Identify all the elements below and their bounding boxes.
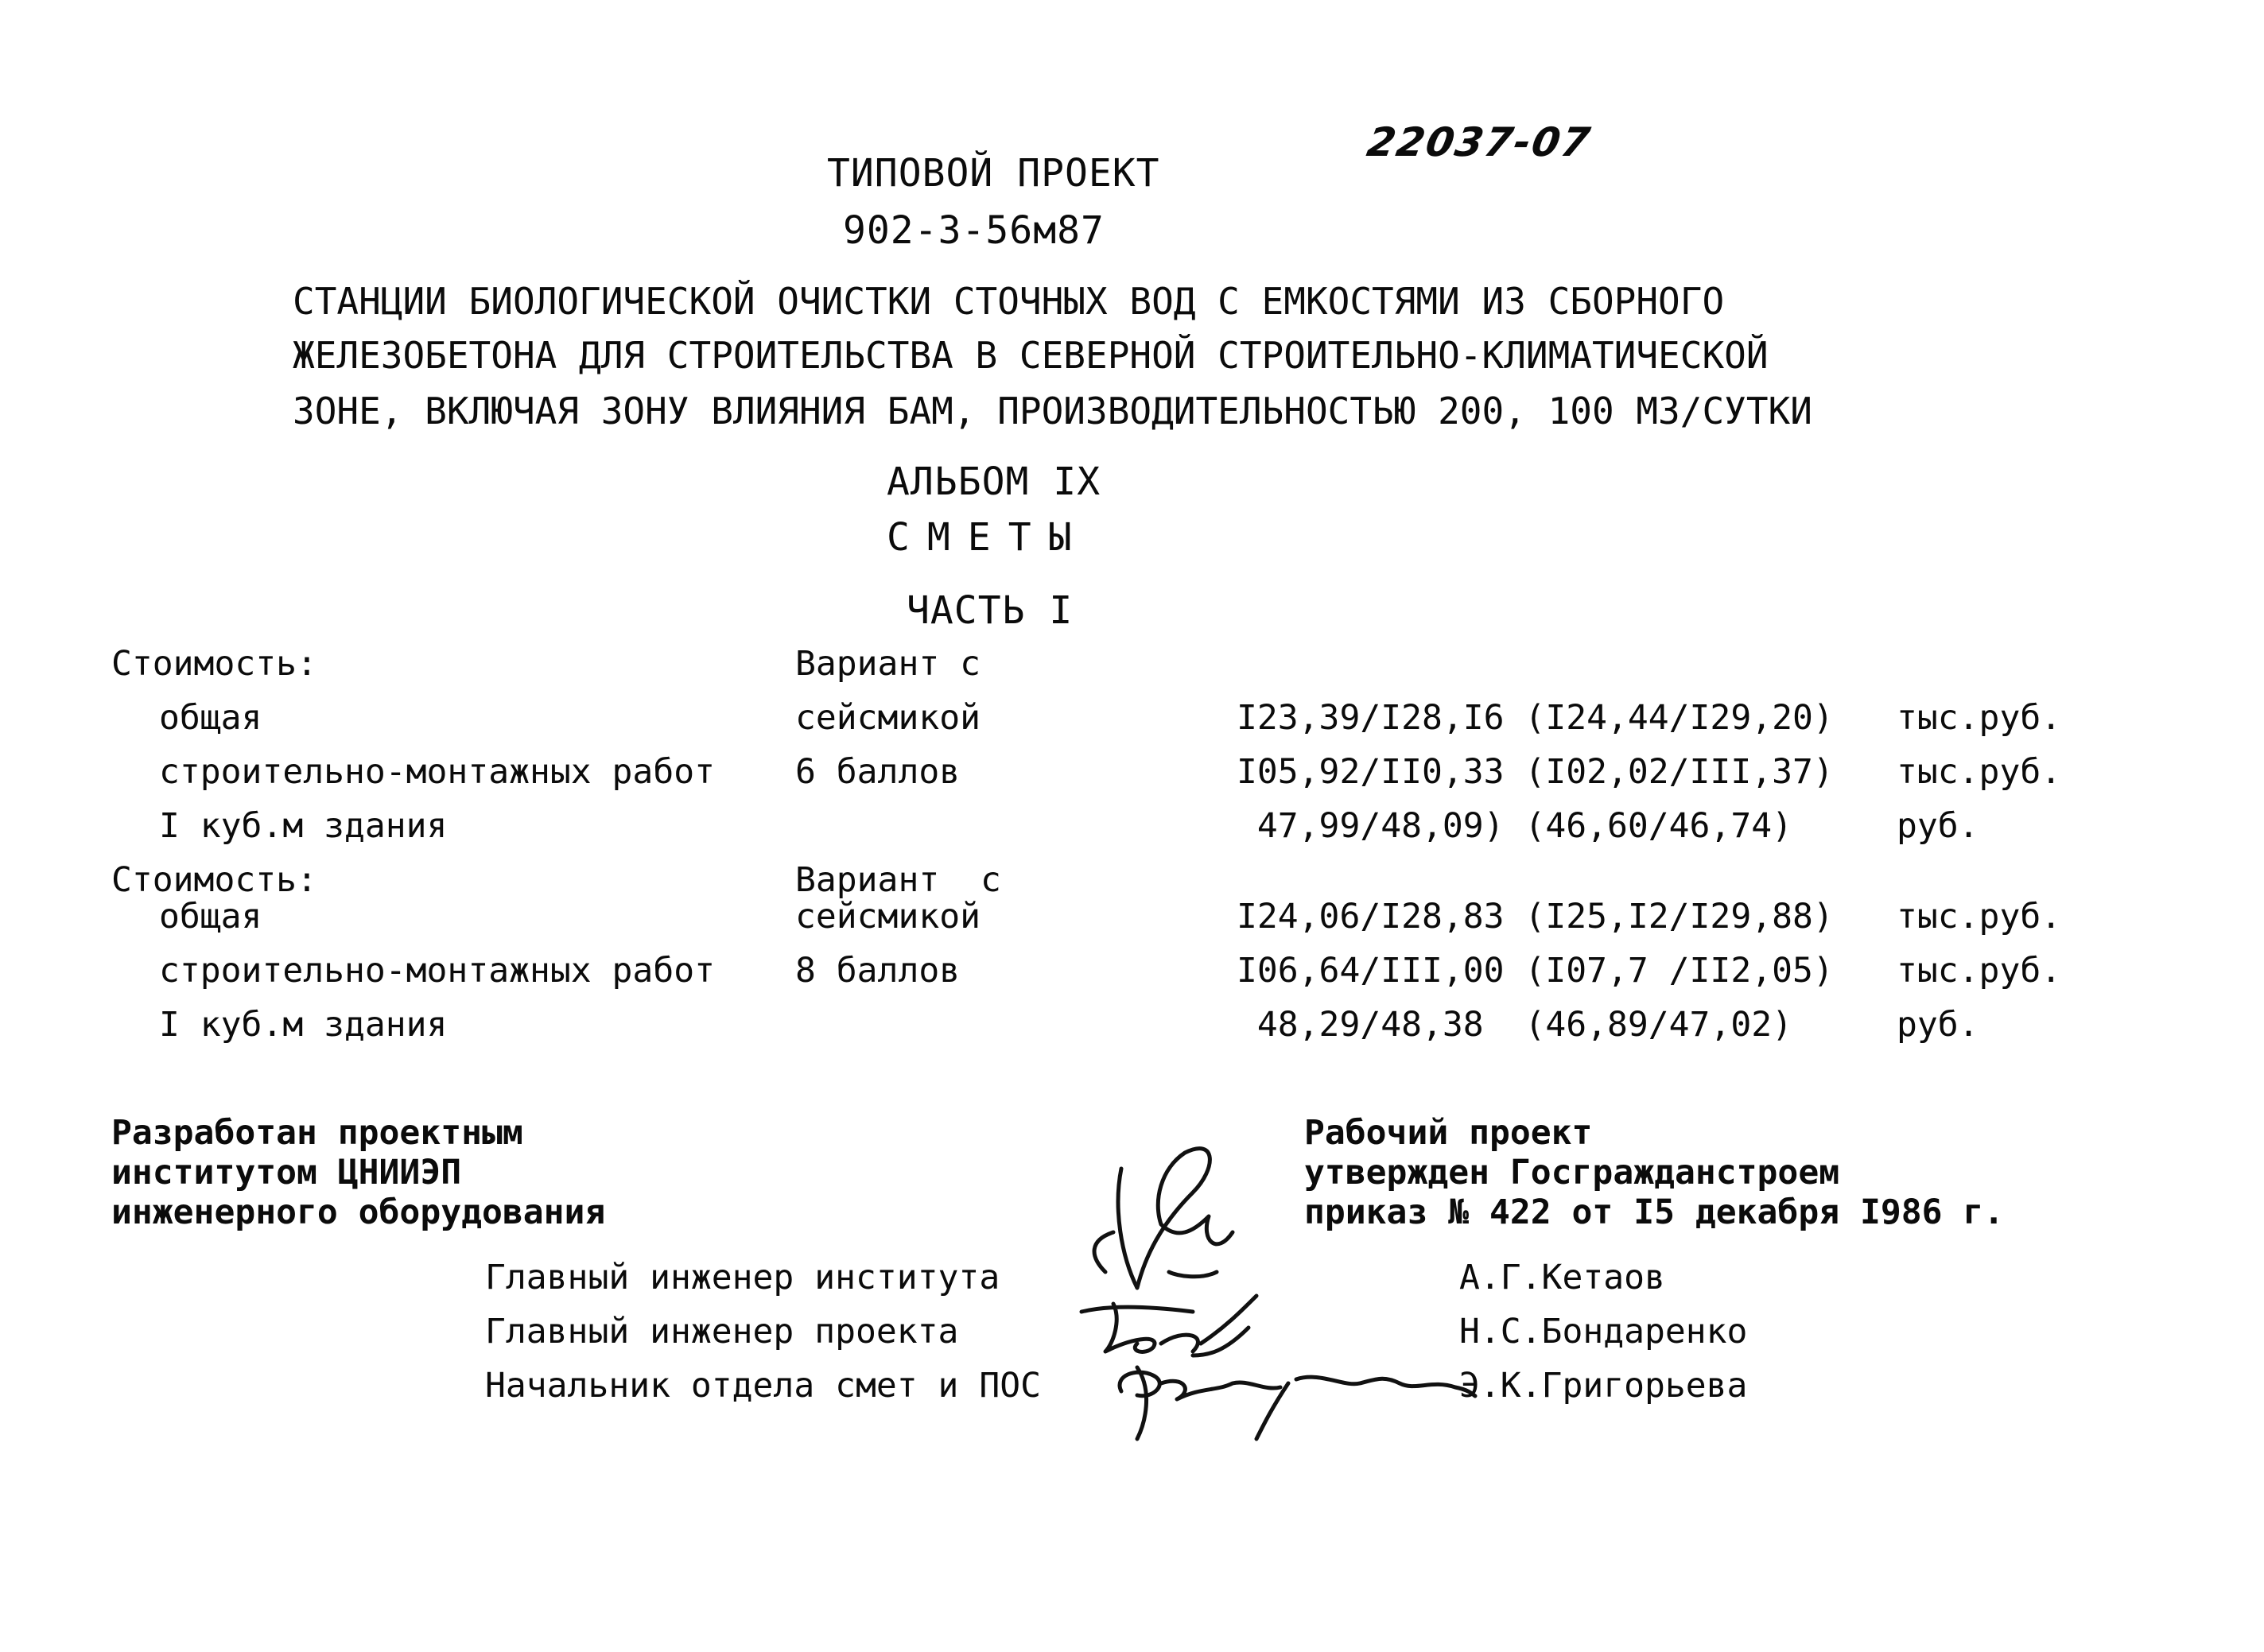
cost-heading-2: Стоимость: xyxy=(111,860,317,900)
cost-row-values: I23,39/I28,I6 (I24,44/I29,20) xyxy=(1237,698,1834,738)
developer-line: инженерного оборудования xyxy=(111,1192,606,1232)
cost-row-label: I куб.м здания xyxy=(159,1005,448,1045)
developer-line: Разработан проектным xyxy=(111,1113,523,1153)
variant-line: Вариант с xyxy=(795,860,1001,900)
description-line-2: ЖЕЛЕЗОБЕТОНА ДЛЯ СТРОИТЕЛЬСТВА В СЕВЕРНОЙ СТРОИТЕЛЬНО-КЛИМАТИЧЕСКОЙ xyxy=(293,334,1769,377)
signatory-name: Э.К.Григорьева xyxy=(1459,1366,1748,1406)
signatory-position: Главный инженер проекта xyxy=(485,1312,959,1351)
cost-row-unit: руб. xyxy=(1897,806,1979,846)
cost-row-unit: руб. xyxy=(1897,1005,1979,1045)
developer-line: институтом ЦНИИЭП xyxy=(111,1153,462,1192)
variant-line: 8 баллов xyxy=(795,951,961,991)
signatory-position: Главный инженер института xyxy=(485,1258,1000,1297)
cost-row-values: I06,64/III,00 (I07,7 /II2,05) xyxy=(1237,951,1834,991)
cost-row-label: строительно-монтажных работ xyxy=(159,752,715,792)
cost-row-values: 47,99/48,09) (46,60/46,74) xyxy=(1237,806,1813,846)
album-part: ЧАСТЬ I xyxy=(907,588,1074,633)
variant-line: 6 баллов xyxy=(795,752,961,792)
description-line-3: ЗОНЕ, ВКЛЮЧАЯ ЗОНУ ВЛИЯНИЯ БАМ, ПРОИЗВОДИТЕЛЬНОСТЬЮ 200, 100 М3/СУТКИ xyxy=(293,390,1812,432)
cost-row-values: I05,92/II0,33 (I02,02/III,37) xyxy=(1237,752,1834,792)
cost-row-unit: тыс.руб. xyxy=(1897,698,2062,738)
cost-row-values: I24,06/I28,83 (I25,I2/I29,88) xyxy=(1237,897,1834,937)
variant-line: Вариант с xyxy=(795,644,981,684)
approval-line: приказ № 422 от I5 декабря I986 г. xyxy=(1304,1192,2005,1232)
cost-row-values: 48,29/48,38 (46,89/47,02) xyxy=(1237,1005,1813,1045)
document-number: 22037-07 xyxy=(1363,119,1595,165)
cost-row-label: общая xyxy=(159,897,262,937)
description-line-1: СТАНЦИИ БИОЛОГИЧЕСКОЙ ОЧИСТКИ СТОЧНЫХ ВОД С ЕМКОСТЯМИ ИЗ СБОРНОГО xyxy=(293,280,1725,323)
cost-heading-1: Стоимость: xyxy=(111,644,317,684)
variant-line: сейсмикой xyxy=(795,698,981,738)
cost-row-unit: тыс.руб. xyxy=(1897,752,2062,792)
cost-row-label: общая xyxy=(159,698,262,738)
cost-row-unit: тыс.руб. xyxy=(1897,897,2062,937)
album-subtitle: СМЕТЫ xyxy=(887,515,1089,560)
approval-line: утвержден Госгражданстроем xyxy=(1304,1153,1840,1192)
approval-line: Рабочий проект xyxy=(1304,1113,1593,1153)
cost-row-unit: тыс.руб. xyxy=(1897,951,2062,991)
variant-line: сейсмикой xyxy=(795,897,981,937)
signatory-name: Н.С.Бондаренко xyxy=(1459,1312,1748,1351)
signatory-position: Начальник отдела смет и ПОС xyxy=(485,1366,1041,1406)
page-title: ТИПОВОЙ ПРОЕКТ xyxy=(827,151,1160,196)
project-code: 902-3-56м87 xyxy=(843,208,1105,253)
cost-row-label: I куб.м здания xyxy=(159,806,448,846)
signatory-name: А.Г.Кетаов xyxy=(1459,1258,1665,1297)
album-title: АЛЬБОМ IX xyxy=(887,460,1101,504)
signature-head-estimates xyxy=(1105,1344,1479,1447)
cost-row-label: строительно-монтажных работ xyxy=(159,951,715,991)
